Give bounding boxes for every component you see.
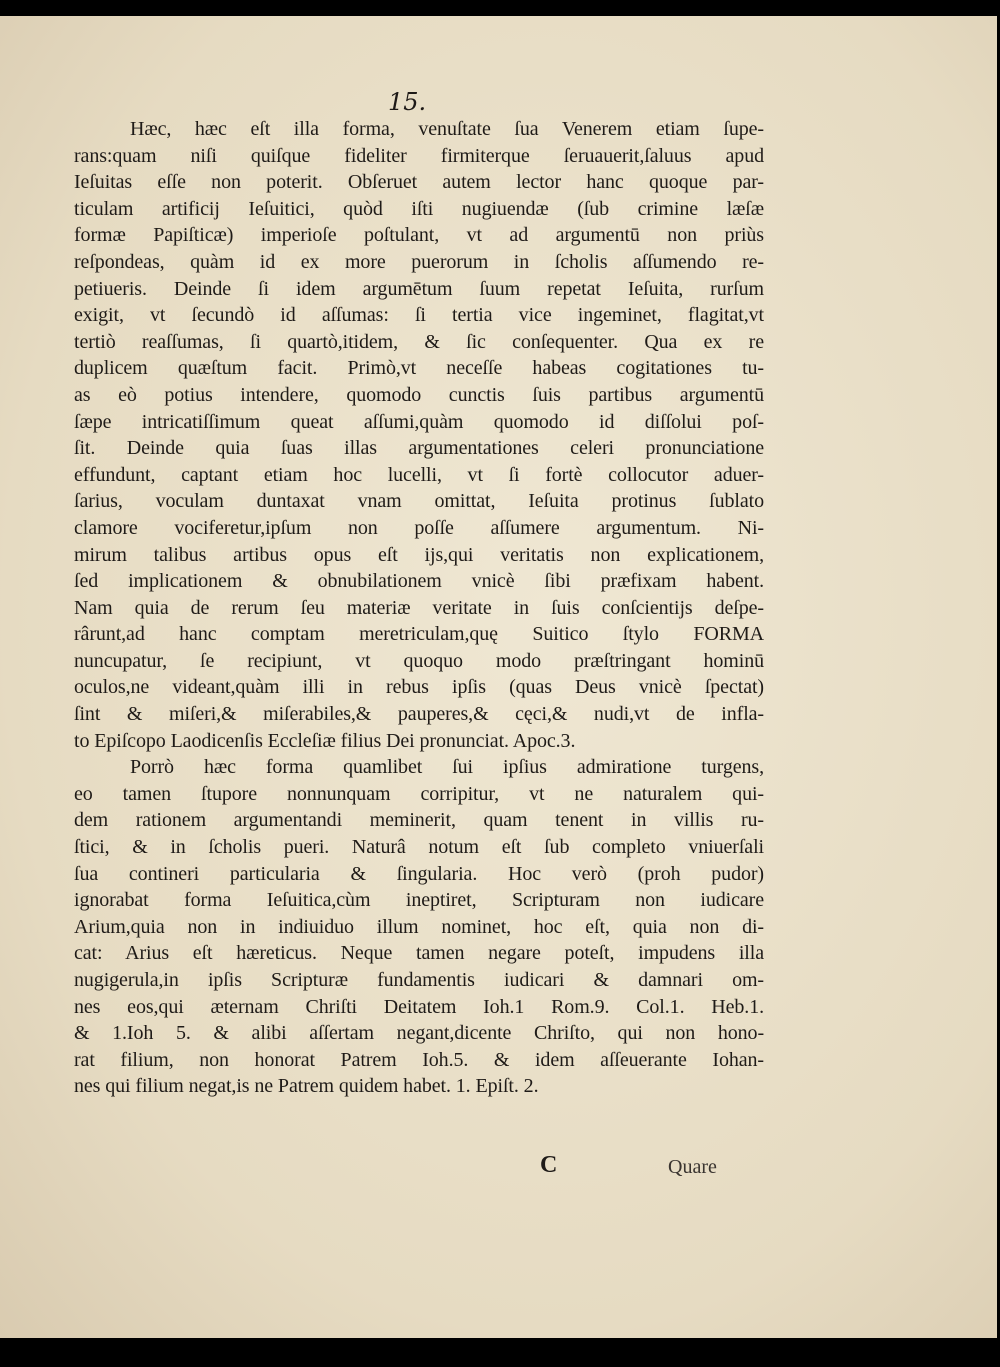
text-line: petiueris. Deinde ſi idem argumētum ſuum repetat Ieſuita, rurſum [74, 277, 764, 300]
text-line: ignorabat forma Ieſuitica,cùm ineptiret, Scripturam non iudicare [74, 889, 764, 912]
book-page [0, 16, 997, 1338]
text-line: Arium,quia non in indiuiduo illum nominet, hoc eſt, quia non di- [74, 915, 764, 938]
text-line: ſarius, voculam duntaxat vnam omittat, Ieſuita protinus ſublato [74, 490, 764, 513]
text-line: effundunt, captant etiam hoc lucelli, vt ſi fortè collocutor aduer- [74, 463, 764, 486]
text-line: formæ Papiſticæ) imperioſe poſtulant, vt ad argumentū non priùs [74, 224, 764, 247]
text-line: ſtici, & in ſcholis pueri. Naturâ notum eſt ſub completo vniuerſali [74, 836, 764, 859]
text-line: to Epiſcopo Laodicenſis Eccleſiæ filius Dei pronunciat. Apoc.3. [74, 729, 576, 752]
text-line: Ieſuitas eſſe non poterit. Obſeruet autem lector hanc quoque par- [74, 171, 764, 194]
text-line: rans:quam niſi quiſque fideliter firmiterque ſeruauerit,ſaluus apud [74, 144, 764, 167]
text-line: ſæpe intricatiſſimum queat aſſumi,quàm quomodo id diſſolui poſ- [74, 410, 764, 433]
text-line: ſit. Deinde quia ſuas illas argumentationes celeri pronunciatione [74, 437, 764, 460]
text-line: ticulam artificij Ieſuitici, quòd iſti nugiuendæ (ſub crimine læſæ [74, 197, 764, 220]
text-line: clamore vociferetur,ipſum non poſſe aſſumere argumentum. Ni- [74, 516, 764, 539]
text-line: reſpondeas, quàm id ex more puerorum in ſcholis aſſumendo re- [74, 250, 764, 273]
signature-mark: C [540, 1152, 558, 1178]
text-line: Hæc, hæc eſt illa forma, venuſtate ſua Venerem etiam ſupe- [130, 118, 764, 140]
text-line: as eò potius intendere, quomodo cunctis ſuis partibus argumentū [74, 383, 764, 406]
text-line: duplicem quæſtum facit. Primò,vt neceſſe habeas cogitationes tu- [74, 357, 764, 380]
text-line: mirum talibus artibus opus eſt ijs,qui veritatis non explicationem, [74, 543, 764, 566]
catchword: Quare [668, 1156, 717, 1178]
text-line: rârunt,ad hanc comptam meretriculam,quę Suitico ſtylo FORMA [74, 623, 764, 646]
text-line: ſint & miſeri,& miſerabiles,& pauperes,& cęci,& nudi,vt de infla- [74, 703, 764, 726]
text-line: Porrò hæc forma quamlibet ſui ipſius admiratione turgens, [130, 756, 764, 779]
page-number: 15. [388, 88, 427, 116]
text-line: tertiò reaſſumas, ſi quartò,itidem, & ſic conſequenter. Qua ex re [74, 330, 764, 353]
text-line: nuncupatur, ſe recipiunt, vt quoquo modo præſtringant hominū [74, 649, 764, 672]
text-line: Nam quia de rerum ſeu materiæ veritate in ſuis conſcientijs deſpe- [74, 596, 764, 619]
text-line: nes qui filium negat,is ne Patrem quidem habet. 1. Epiſt. 2. [74, 1075, 539, 1098]
text-line: eo tamen ſtupore nonnunquam corripitur, vt ne naturalem qui- [74, 782, 764, 805]
text-line: nes eos,qui æternam Chriſti Deitatem Ioh.1 Rom.9. Col.1. Heb.1. [74, 995, 764, 1018]
body-text [74, 116, 764, 1100]
text-line: oculos,ne videant,quàm illi in rebus ipſis (quas Deus vnicè ſpectat) [74, 676, 764, 699]
text-line: nugigerula,in ipſis Scripturæ fundamentis iudicari & damnari om- [74, 969, 764, 991]
text-line: ſua contineri particularia & ſingularia. Hoc verò (proh pudor) [74, 862, 764, 885]
text-line: cat: Arius eſt hæreticus. Neque tamen negare poteſt, impudens illa [74, 942, 764, 965]
text-line: rat filium, non honorat Patrem Ioh.5. & idem aſſeuerante Iohan- [74, 1048, 764, 1071]
text-line: ſed implicationem & obnubilationem vnicè ſibi præfixam habent. [74, 570, 764, 593]
text-line: & 1.Ioh 5. & alibi aſſertam negant,dicente Chriſto, qui non hono- [74, 1022, 764, 1045]
text-line: exigit, vt ſecundò id aſſumas: ſi tertia vice ingeminet, flagitat,vt [74, 304, 764, 327]
text-line: dem rationem argumentandi meminerit, quam tenent in villis ru- [74, 809, 764, 832]
